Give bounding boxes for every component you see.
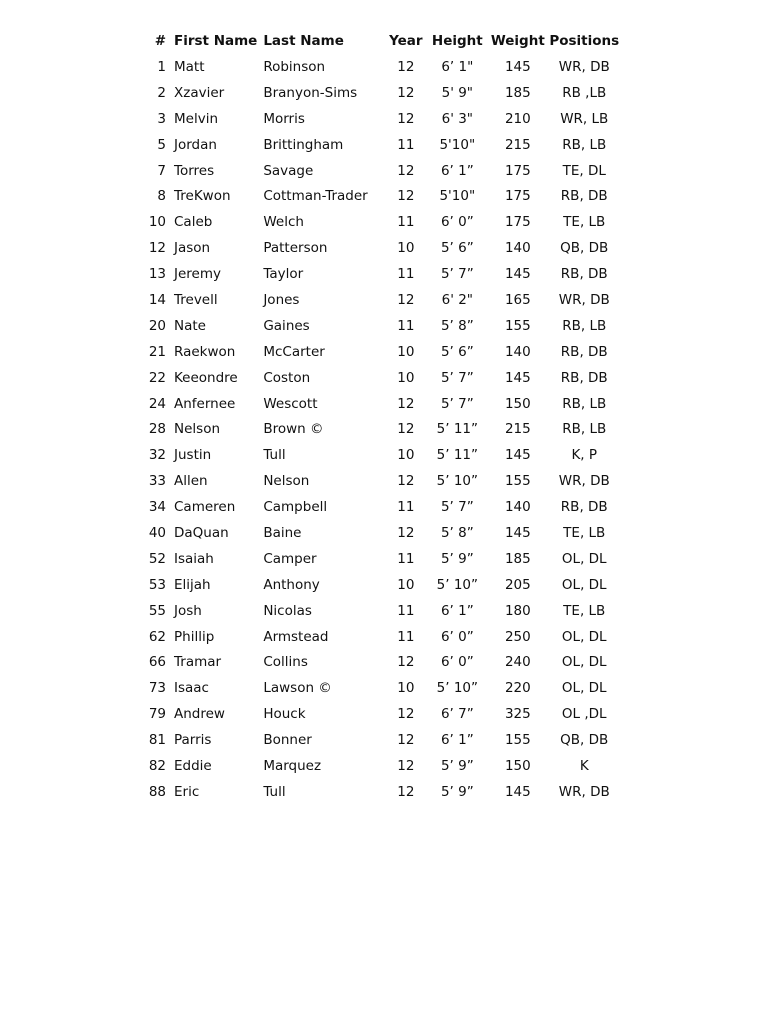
player-height: 5’ 7” xyxy=(440,395,474,412)
player-height: 5’ 10” xyxy=(436,680,478,697)
player-height: 6’ 1" xyxy=(441,58,474,75)
player-positions: OL, DL xyxy=(561,628,607,645)
player-year: 12 xyxy=(397,783,415,800)
player-height: 6’ 1” xyxy=(440,162,474,179)
player-number: 24 xyxy=(148,395,166,412)
player-height: 5’ 8” xyxy=(440,317,474,334)
player-year: 11 xyxy=(397,602,415,619)
player-weight: 145 xyxy=(504,447,531,464)
player-height: 6’ 0” xyxy=(440,628,474,645)
player-weight: 145 xyxy=(504,783,531,800)
header-height: Height xyxy=(431,33,483,49)
player-number: 55 xyxy=(148,602,166,619)
player-last-name: Morris xyxy=(263,110,305,127)
player-first-name: Tramar xyxy=(174,654,222,671)
player-positions: QB, DB xyxy=(560,240,609,257)
player-number: 5 xyxy=(157,136,166,153)
player-first-name: Andrew xyxy=(174,706,225,723)
player-year: 12 xyxy=(397,395,415,412)
player-number: 33 xyxy=(148,473,166,490)
player-first-name: Torres xyxy=(174,162,215,179)
player-first-name: Allen xyxy=(174,473,208,490)
player-number: 20 xyxy=(148,317,166,334)
player-year: 10 xyxy=(397,369,415,386)
player-number: 10 xyxy=(148,214,166,231)
player-number: 13 xyxy=(148,266,166,283)
player-height: 6’ 1” xyxy=(440,732,474,749)
player-height: 5’ 11” xyxy=(436,421,478,438)
player-last-name: Patterson xyxy=(263,240,328,257)
player-first-name: Caleb xyxy=(174,214,213,231)
player-first-name: Nelson xyxy=(174,421,221,438)
player-last-name: Brittingham xyxy=(263,136,344,153)
player-first-name: Isaiah xyxy=(174,550,214,567)
player-height: 5’ 7” xyxy=(440,499,474,516)
player-positions: RB, LB xyxy=(562,136,607,153)
player-last-name: Tull xyxy=(263,783,286,800)
player-first-name: Jordan xyxy=(174,136,217,153)
player-last-name: Houck xyxy=(263,706,306,723)
player-year: 11 xyxy=(397,266,415,283)
player-positions: RB, DB xyxy=(560,369,608,386)
table-row xyxy=(148,598,619,624)
player-positions: RB, DB xyxy=(560,266,608,283)
player-last-name: McCarter xyxy=(263,343,325,360)
player-first-name: Isaac xyxy=(174,680,209,697)
table-row xyxy=(148,209,619,235)
header-year: Year xyxy=(389,33,423,49)
player-last-name: Jones xyxy=(263,291,300,308)
player-last-name: Gaines xyxy=(263,317,310,334)
header-positions: Positions xyxy=(549,33,620,49)
table-row xyxy=(148,701,619,727)
header-last-name: Last Name xyxy=(263,33,344,49)
player-first-name: Justin xyxy=(174,447,212,464)
player-last-name: Welch xyxy=(263,214,304,231)
player-last-name: Robinson xyxy=(263,58,326,75)
player-weight: 175 xyxy=(504,162,531,179)
player-year: 10 xyxy=(397,240,415,257)
player-weight: 140 xyxy=(504,499,531,516)
player-weight: 215 xyxy=(504,136,531,153)
player-weight: 150 xyxy=(504,395,531,412)
player-last-name: Nelson xyxy=(263,473,310,490)
player-weight: 140 xyxy=(504,343,531,360)
player-weight: 325 xyxy=(504,706,531,723)
player-year: 12 xyxy=(397,421,415,438)
player-first-name: Cameren xyxy=(174,499,236,516)
player-weight: 145 xyxy=(504,266,531,283)
table-row xyxy=(148,158,619,184)
player-number: 32 xyxy=(148,447,166,464)
player-last-name: Bonner xyxy=(263,732,312,749)
player-number: 8 xyxy=(157,188,166,205)
player-first-name: Raekwon xyxy=(174,343,236,360)
player-positions: RB, LB xyxy=(562,317,607,334)
table-row xyxy=(148,442,619,468)
table-row xyxy=(148,675,619,701)
player-number: 12 xyxy=(148,240,166,257)
player-positions: RB, LB xyxy=(562,421,607,438)
player-height: 5’ 9” xyxy=(440,757,474,774)
player-height: 5’ 10” xyxy=(436,473,478,490)
player-positions: RB, LB xyxy=(562,395,607,412)
player-last-name: Coston xyxy=(263,369,311,386)
player-first-name: Anfernee xyxy=(174,395,236,412)
player-weight: 215 xyxy=(504,421,531,438)
table-row xyxy=(148,494,619,520)
player-year: 11 xyxy=(397,136,415,153)
player-weight: 185 xyxy=(504,84,531,101)
player-weight: 155 xyxy=(504,317,531,334)
player-number: 21 xyxy=(148,343,166,360)
player-first-name: Jeremy xyxy=(174,266,221,283)
player-number: 3 xyxy=(157,110,166,127)
player-first-name: Trevell xyxy=(174,291,218,308)
player-weight: 175 xyxy=(504,188,531,205)
player-positions: K, P xyxy=(571,447,598,464)
player-year: 12 xyxy=(397,473,415,490)
player-number: 7 xyxy=(157,162,166,179)
player-number: 2 xyxy=(157,84,166,101)
player-positions: OL, DL xyxy=(561,550,607,567)
table-row xyxy=(148,753,619,779)
table-row xyxy=(148,520,619,546)
player-year: 12 xyxy=(397,524,415,541)
table-row xyxy=(148,624,619,650)
player-last-name: Armstead xyxy=(263,628,329,645)
player-weight: 180 xyxy=(504,602,531,619)
table-row xyxy=(148,727,619,753)
header-first-name: First Name xyxy=(174,33,258,49)
player-positions: WR, DB xyxy=(558,291,610,308)
player-height: 5’ 9” xyxy=(440,550,474,567)
player-positions: RB, DB xyxy=(560,499,608,516)
player-year: 12 xyxy=(397,58,415,75)
roster-header xyxy=(148,28,619,54)
player-year: 10 xyxy=(397,576,415,593)
player-height: 5’ 6” xyxy=(440,240,474,257)
player-number: 28 xyxy=(148,421,166,438)
player-positions: TE, LB xyxy=(563,602,606,619)
player-last-name: Baine xyxy=(263,524,302,541)
player-last-name: Cottman-Trader xyxy=(263,188,368,205)
player-first-name: Eddie xyxy=(174,757,212,774)
player-number: 62 xyxy=(148,628,166,645)
player-weight: 145 xyxy=(504,524,531,541)
player-first-name: Eric xyxy=(174,783,200,800)
player-first-name: DaQuan xyxy=(174,524,229,541)
player-number: 34 xyxy=(148,499,166,516)
player-last-name: Anthony xyxy=(263,576,320,593)
player-first-name: Phillip xyxy=(174,628,215,645)
player-height: 6' 2" xyxy=(441,291,474,308)
roster-body xyxy=(148,54,619,805)
player-year: 11 xyxy=(397,214,415,231)
player-height: 5’ 9” xyxy=(440,783,474,800)
player-height: 5’ 10” xyxy=(436,576,478,593)
player-weight: 175 xyxy=(504,214,531,231)
player-year: 12 xyxy=(397,188,415,205)
player-year: 12 xyxy=(397,162,415,179)
player-weight: 140 xyxy=(504,240,531,257)
header-weight: Weight xyxy=(490,33,545,49)
player-positions: RB, DB xyxy=(560,188,608,205)
table-row xyxy=(148,546,619,572)
table-row xyxy=(148,649,619,675)
player-first-name: TreKwon xyxy=(174,188,231,205)
player-number: 82 xyxy=(148,757,166,774)
player-year: 11 xyxy=(397,499,415,516)
roster-table xyxy=(148,28,619,805)
player-year: 11 xyxy=(397,628,415,645)
player-height: 5’ 6” xyxy=(440,343,474,360)
table-row xyxy=(148,106,619,132)
player-number: 14 xyxy=(148,291,166,308)
player-year: 12 xyxy=(397,84,415,101)
player-last-name: Wescott xyxy=(263,395,318,412)
player-positions: QB, DB xyxy=(560,732,609,749)
player-weight: 145 xyxy=(504,369,531,386)
player-positions: TE, DL xyxy=(562,162,606,179)
player-positions: WR, DB xyxy=(558,783,610,800)
player-number: 73 xyxy=(148,680,166,697)
player-weight: 185 xyxy=(504,550,531,567)
header-number: # xyxy=(154,33,166,49)
player-last-name: Camper xyxy=(263,550,317,567)
player-positions: WR, DB xyxy=(558,473,610,490)
table-row xyxy=(148,287,619,313)
table-row xyxy=(148,339,619,365)
player-positions: TE, LB xyxy=(563,214,606,231)
player-last-name: Tull xyxy=(263,447,286,464)
player-weight: 210 xyxy=(504,110,531,127)
table-row xyxy=(148,572,619,598)
table-row xyxy=(148,80,619,106)
player-last-name: Marquez xyxy=(263,757,322,774)
player-number: 66 xyxy=(148,654,166,671)
player-weight: 165 xyxy=(504,291,531,308)
player-weight: 250 xyxy=(504,628,531,645)
table-row xyxy=(148,54,619,80)
player-weight: 220 xyxy=(504,680,531,697)
player-height: 5’ 7” xyxy=(440,369,474,386)
player-year: 12 xyxy=(397,291,415,308)
table-row xyxy=(148,779,619,805)
player-last-name: Collins xyxy=(263,654,308,671)
player-height: 5'10" xyxy=(439,136,476,153)
player-first-name: Matt xyxy=(174,58,205,75)
player-last-name: Brown © xyxy=(263,421,324,438)
header-row xyxy=(148,28,619,54)
player-number: 1 xyxy=(157,58,166,75)
player-height: 6' 3" xyxy=(441,110,474,127)
player-year: 10 xyxy=(397,343,415,360)
player-first-name: Keeondre xyxy=(174,369,238,386)
player-first-name: Jason xyxy=(174,240,211,257)
player-number: 79 xyxy=(148,706,166,723)
player-positions: OL ,DL xyxy=(561,706,607,723)
player-first-name: Melvin xyxy=(174,110,219,127)
player-height: 6’ 7” xyxy=(440,706,474,723)
player-positions: RB, DB xyxy=(560,343,608,360)
player-positions: OL, DL xyxy=(561,654,607,671)
player-height: 6’ 0” xyxy=(440,214,474,231)
player-year: 12 xyxy=(397,110,415,127)
player-year: 10 xyxy=(397,680,415,697)
player-height: 6’ 1” xyxy=(440,602,474,619)
player-number: 52 xyxy=(148,550,166,567)
player-first-name: Xzavier xyxy=(174,84,225,101)
player-number: 88 xyxy=(148,783,166,800)
player-year: 12 xyxy=(397,732,415,749)
table-row xyxy=(148,261,619,287)
player-year: 12 xyxy=(397,706,415,723)
player-weight: 155 xyxy=(504,732,531,749)
player-weight: 145 xyxy=(504,58,531,75)
player-number: 53 xyxy=(148,576,166,593)
table-row xyxy=(148,132,619,158)
player-positions: RB ,LB xyxy=(562,84,607,101)
player-height: 5’ 11” xyxy=(436,447,478,464)
player-positions: WR, DB xyxy=(558,58,610,75)
player-height: 5'10" xyxy=(439,188,476,205)
player-year: 12 xyxy=(397,757,415,774)
player-positions: OL, DL xyxy=(561,680,607,697)
player-weight: 240 xyxy=(504,654,531,671)
player-last-name: Lawson © xyxy=(263,680,332,697)
table-row xyxy=(148,391,619,417)
player-height: 5' 9" xyxy=(441,84,474,101)
table-row xyxy=(148,416,619,442)
player-number: 40 xyxy=(148,524,166,541)
table-row xyxy=(148,183,619,209)
player-first-name: Josh xyxy=(174,602,202,619)
player-weight: 150 xyxy=(504,757,531,774)
player-last-name: Nicolas xyxy=(263,602,312,619)
player-number: 81 xyxy=(148,732,166,749)
player-last-name: Campbell xyxy=(263,499,328,516)
player-year: 11 xyxy=(397,550,415,567)
player-year: 12 xyxy=(397,654,415,671)
player-weight: 205 xyxy=(504,576,531,593)
player-last-name: Taylor xyxy=(263,266,304,283)
player-first-name: Parris xyxy=(174,732,212,749)
player-positions: TE, LB xyxy=(563,524,606,541)
player-positions: WR, LB xyxy=(560,110,609,127)
player-first-name: Nate xyxy=(174,317,206,334)
player-number: 22 xyxy=(148,369,166,386)
player-height: 5’ 7” xyxy=(440,266,474,283)
player-year: 10 xyxy=(397,447,415,464)
player-weight: 155 xyxy=(504,473,531,490)
player-last-name: Savage xyxy=(263,162,314,179)
player-height: 6’ 0” xyxy=(440,654,474,671)
player-year: 11 xyxy=(397,317,415,334)
table-row xyxy=(148,365,619,391)
table-row xyxy=(148,468,619,494)
player-height: 5’ 8” xyxy=(440,524,474,541)
player-positions: K xyxy=(579,757,589,774)
table-row xyxy=(148,235,619,261)
player-last-name: Branyon-Sims xyxy=(263,84,358,101)
player-positions: OL, DL xyxy=(561,576,607,593)
player-first-name: Elijah xyxy=(174,576,211,593)
table-row xyxy=(148,313,619,339)
